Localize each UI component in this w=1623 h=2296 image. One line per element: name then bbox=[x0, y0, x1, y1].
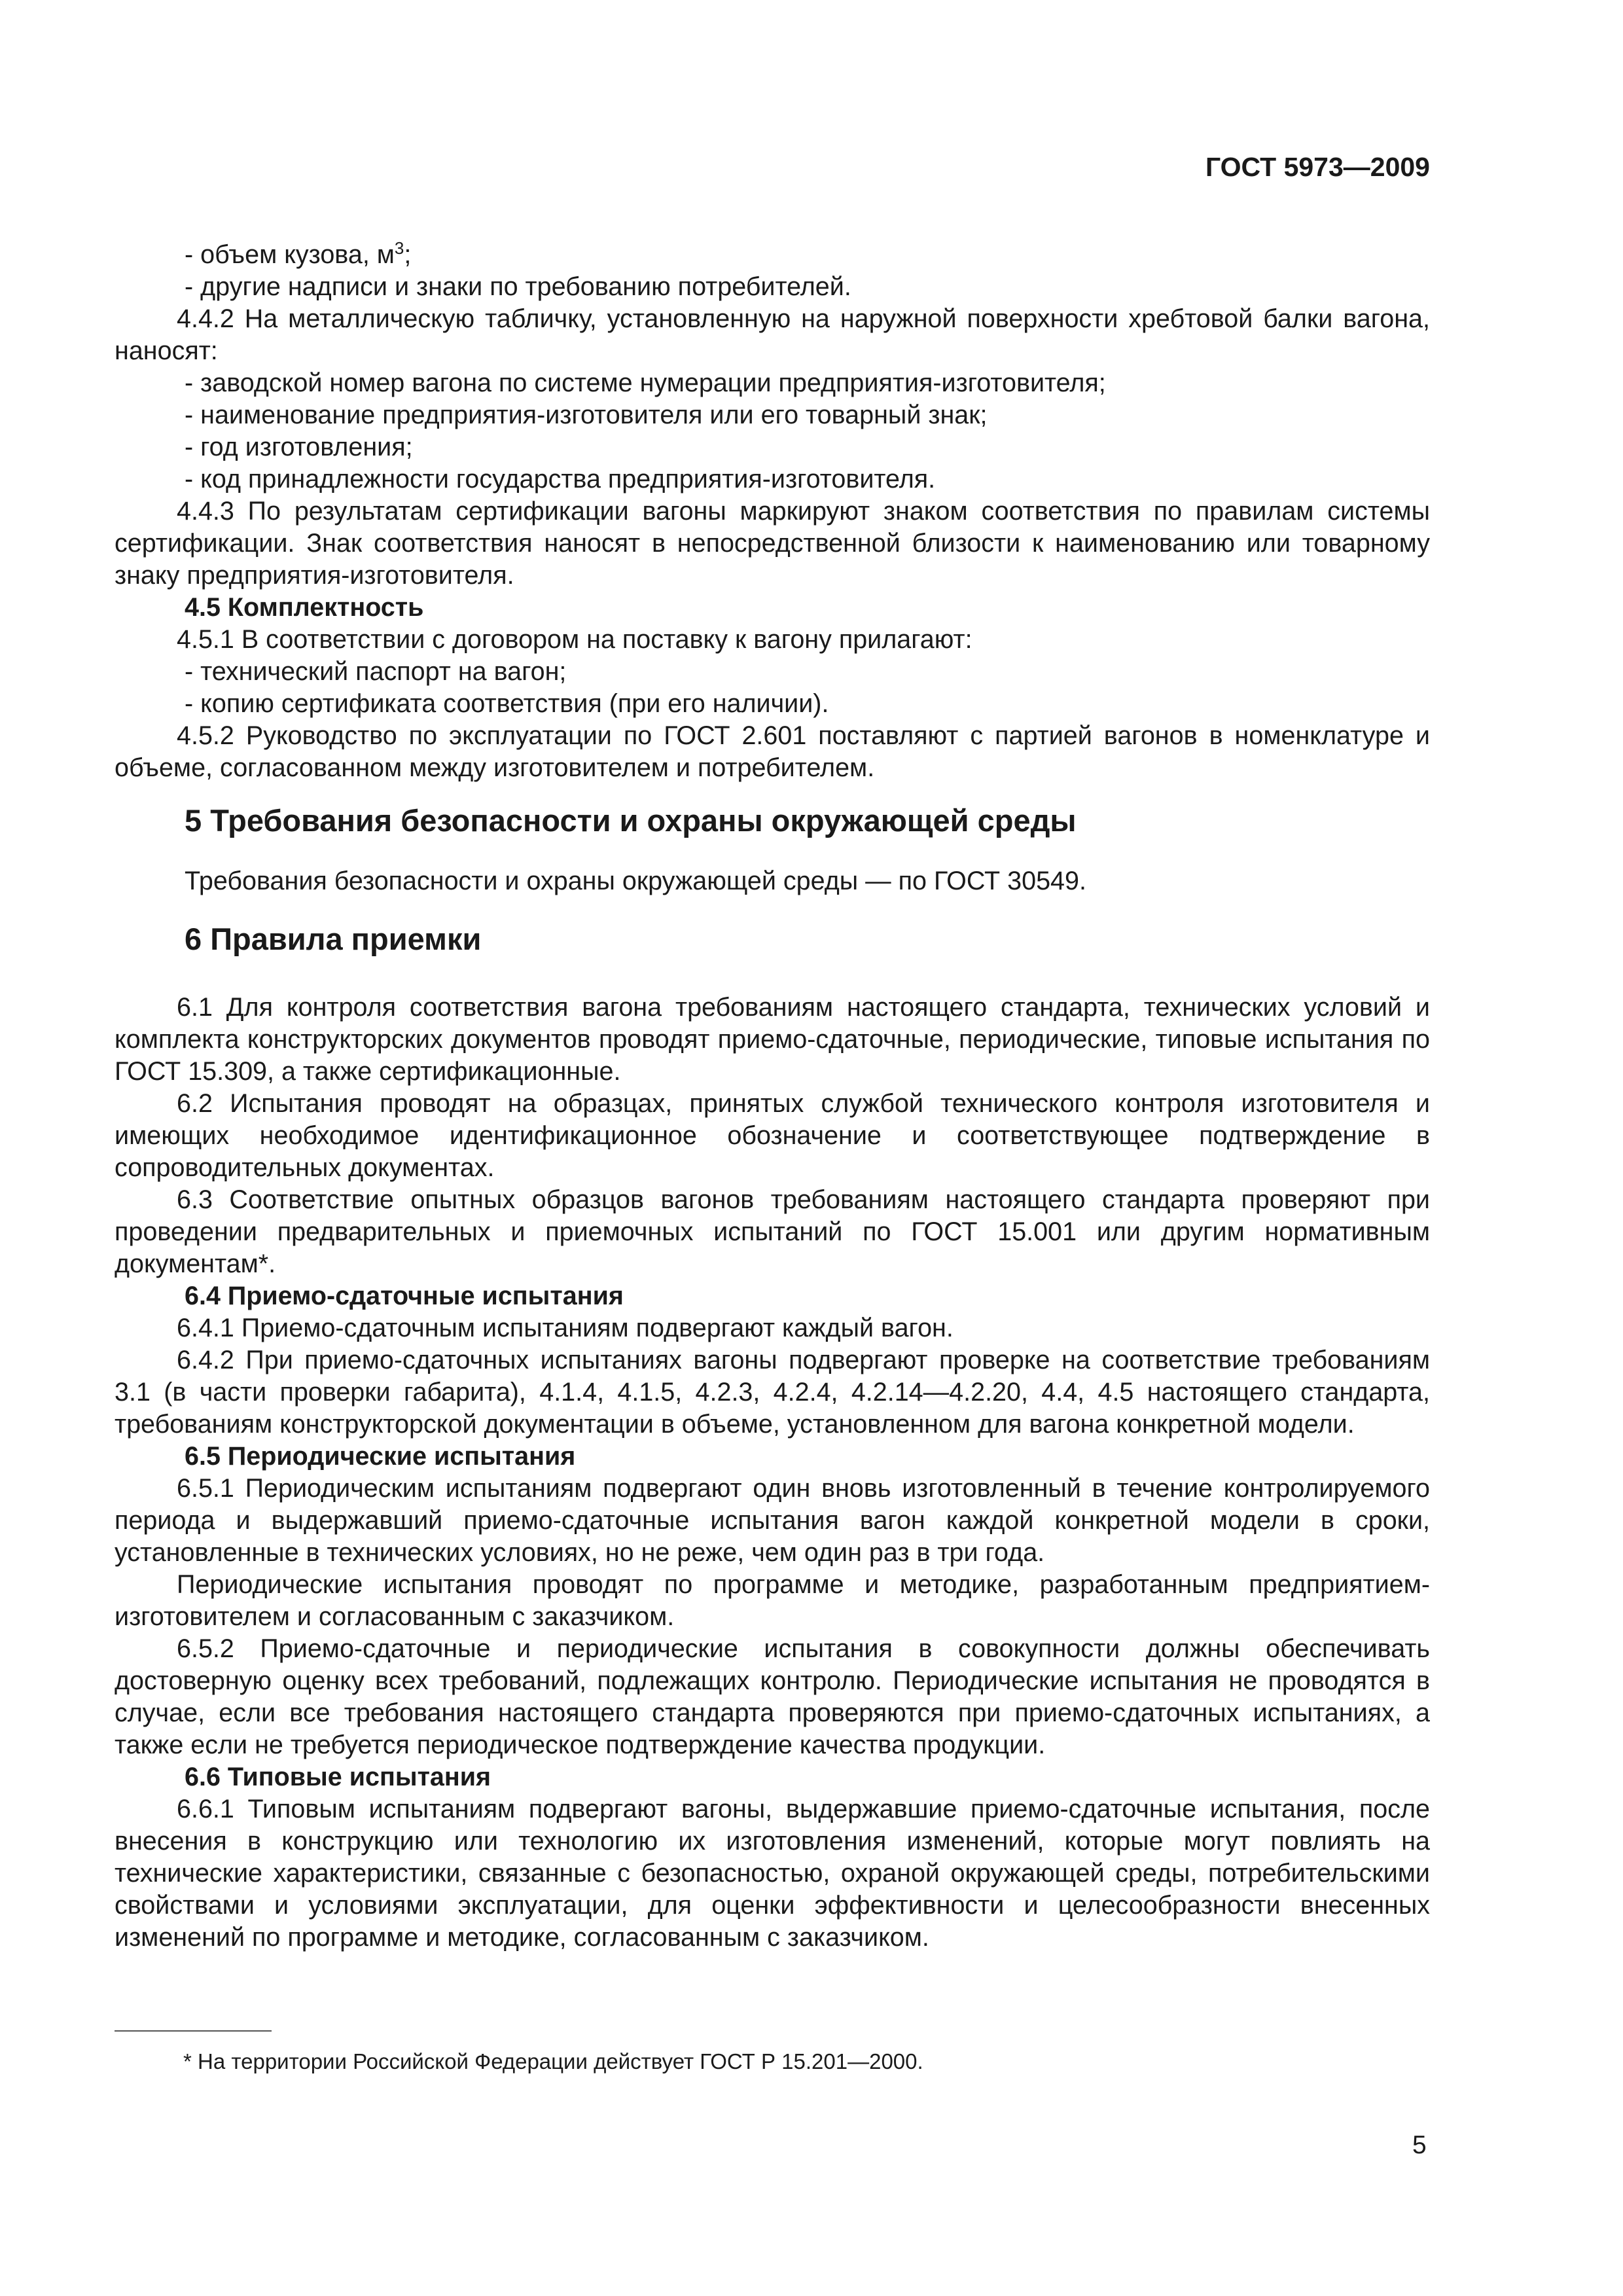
paragraph-6-3: 6.3 Соответствие опытных образцов вагонов требованиям настоящего стандарта проверяют при проведении предварительных и приемочных испытаний по ГОСТ 15.001 или другим нормативным документам*. bbox=[115, 1185, 1430, 1278]
list-item: - копию сертификата соответствия (при его наличии). bbox=[185, 689, 829, 718]
paragraph-4-4-3: 4.4.3 По результатам сертификации вагоны маркируют знаком соответствия по правилам системы сертификации. Знак соответствия наносят в непосредственной близости к наименованию или товарному знаку предприятия-изготовителя. bbox=[115, 497, 1430, 590]
paragraph-6-5-1: 6.5.1 Периодическим испытаниям подвергают один вновь изготовленный в течение контролируемого периода и выдержавший приемо-сдаточные испытания вагон каждой конкретной модели в сроки, установленные в технических условиях, но не реже, чем один раз в три года. bbox=[115, 1474, 1430, 1567]
paragraph-6-1: 6.1 Для контроля соответствия вагона требованиям настоящего стандарта, технических условий и комплекта конструкторских документов проводят приемо-сдаточные, периодические, типовые испытания по ГОСТ 15.309, а также сертификационные. bbox=[115, 993, 1430, 1086]
paragraph-6-5-2: 6.5.2 Приемо-сдаточные и периодические испытания в совокупности должны обеспечивать достоверную оценку всех требований, подлежащих контролю. Периодические испытания не проводятся в случае, если все требования настоящего стандарта проверяются при приемо-сдаточных испытаниях, а также если не требуется периодическое подтверждение качества продукции. bbox=[115, 1634, 1430, 1759]
paragraph-4-4-2: 4.4.2 На металлическую табличку, установленную на наружной поверхности хребтовой балки вагона, наносят: bbox=[115, 304, 1430, 365]
list-item: - год изготовления; bbox=[185, 433, 413, 461]
list-item: - заводской номер вагона по системе нумерации предприятия-изготовителя; bbox=[185, 368, 1106, 397]
paragraph-6-5-1-cont: Периодические испытания проводят по программе и методике, разработанным предприятием-изготовителем и согласованным с заказчиком. bbox=[115, 1570, 1430, 1631]
subheading-6-4: 6.4 Приемо-сдаточные испытания bbox=[185, 1282, 624, 1310]
paragraph-6-6-1: 6.6.1 Типовым испытаниям подвергают вагоны, выдержавшие приемо-сдаточные испытания, после внесения в конструкцию или технологию их изготовления изменений, которые могут повлиять на технические характеристики, связанные с безопасностью, охраной окружающей среды, потребительскими свойствами и условиями эксплуатации, для оценки эффективности и целесообразности внесенных изменений по программе и методике, согласованным с заказчиком. bbox=[115, 1795, 1430, 1952]
volume-superscript: 3 bbox=[394, 238, 404, 258]
list-item: - технический паспорт на вагон; bbox=[185, 657, 567, 686]
section-6-title: 6 Правила приемки bbox=[185, 922, 482, 956]
list-item-other-marks: - другие надписи и знаки по требованию потребителей. bbox=[185, 272, 851, 301]
document-code-header: ГОСТ 5973—2009 bbox=[1205, 152, 1430, 182]
paragraph-4-5-1: 4.5.1 В соответствии с договором на поставку к вагону прилагают: bbox=[177, 625, 972, 654]
volume-text: - объем кузова, м bbox=[185, 240, 395, 269]
list-item: - код принадлежности государства предприятия-изготовителя. bbox=[185, 465, 936, 493]
paragraph-4-5-2: 4.5.2 Руководство по эксплуатации по ГОСТ 2.601 поставляют с партией вагонов в номенклатуре и объеме, согласованном между изготовителем и потребителем. bbox=[115, 721, 1430, 782]
section-5-title: 5 Требования безопасности и охраны окружающей среды bbox=[185, 803, 1077, 838]
list-item-volume bbox=[115, 239, 1430, 271]
subheading-4-5: 4.5 Комплектность bbox=[185, 593, 424, 622]
list-item: - наименование предприятия-изготовителя или его товарный знак; bbox=[185, 401, 988, 429]
paragraph-6-2: 6.2 Испытания проводят на образцах, принятых службой технического контроля изготовителя и имеющих необходимое идентификационное обозначение и соответствующее подтверждение в сопроводительных документах. bbox=[115, 1089, 1430, 1182]
subheading-6-5: 6.5 Периодические испытания bbox=[185, 1442, 576, 1471]
volume-suffix: ; bbox=[404, 240, 412, 269]
section-5-body: Требования безопасности и охраны окружающей среды — по ГОСТ 30549. bbox=[185, 867, 1086, 895]
footnote: * На территории Российской Федерации действует ГОСТ Р 15.201—2000. bbox=[183, 2049, 923, 2073]
footnote-separator bbox=[115, 2030, 272, 2032]
page-number: 5 bbox=[1412, 2131, 1427, 2159]
subheading-6-6: 6.6 Типовые испытания bbox=[185, 1763, 491, 1791]
paragraph-6-4-2: 6.4.2 При приемо-сдаточных испытаниях вагоны подвергают проверке на соответствие требованиям 3.1 (в части проверки габарита), 4.1.4, 4.1.5, 4.2.3, 4.2.4, 4.2.14—4.2.20, 4.4, 4.5 настоящего стандарта, требованиям конструкторской документации в объеме, установленном для вагона конкретной модели. bbox=[115, 1346, 1430, 1439]
paragraph-6-4-1: 6.4.1 Приемо-сдаточным испытаниям подвергают каждый вагон. bbox=[177, 1314, 954, 1342]
document-page bbox=[115, 151, 1430, 1954]
